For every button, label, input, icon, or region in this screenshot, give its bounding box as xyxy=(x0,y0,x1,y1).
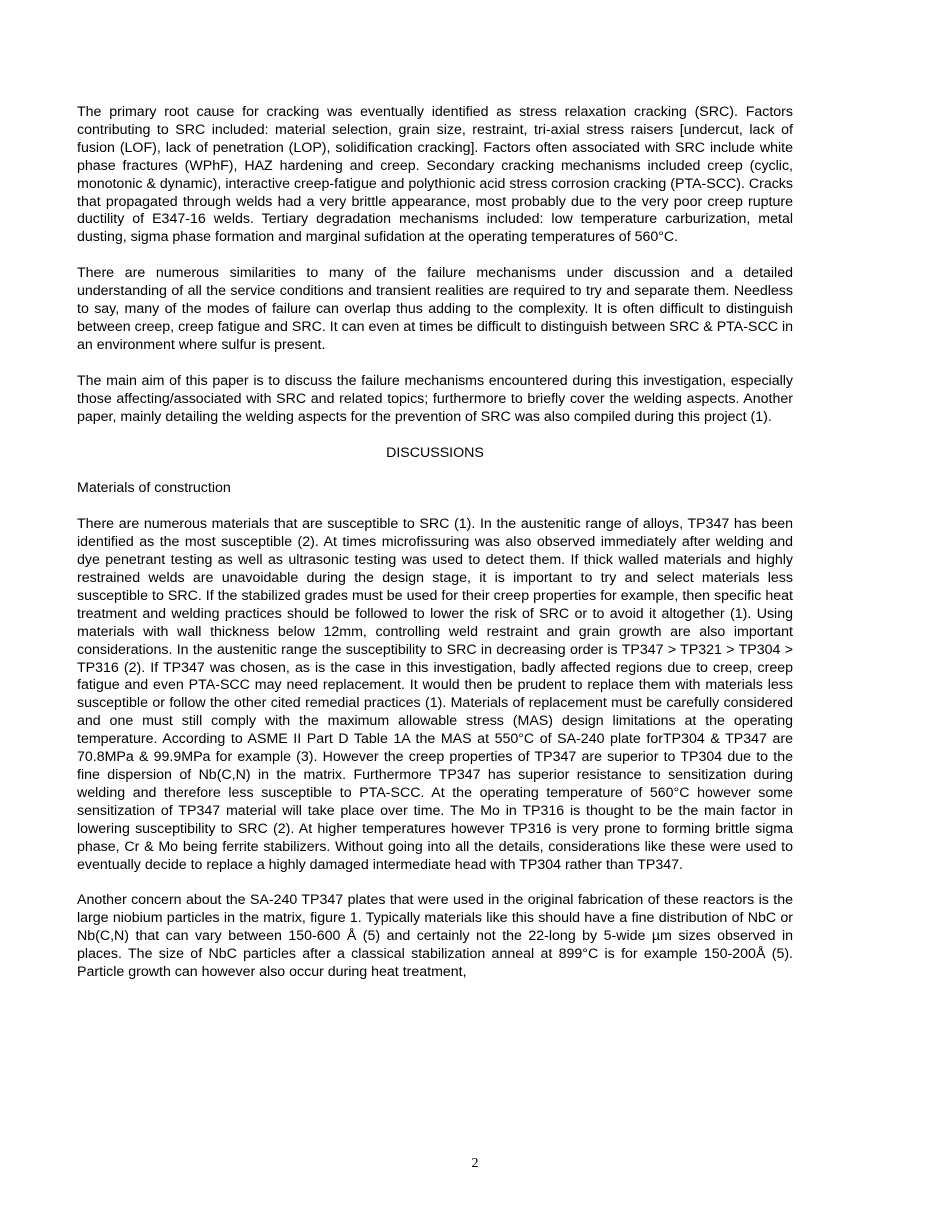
page-number: 2 xyxy=(471,1156,479,1171)
section-heading-discussions: DISCUSSIONS xyxy=(386,444,484,461)
paragraph-niobium-concern: Another concern about the SA-240 TP347 plates that were used in the original fabrication of these reactors is the large niobium particles in the matrix, figure 1. Typically materials like this should have a fine distribution of NbC or Nb(C,N) that can vary between 150-600 Å (5) and certainly not the 22-long by 5-wide µm sizes observed in places. The size of NbC particles after a classical stabilization anneal at 899°C is for example 150-200Å (5). Particle growth can however also occur during heat treatment, xyxy=(77,892,793,981)
paragraph-root-cause: The primary root cause for cracking was eventually identified as stress relaxation cracking (SRC). Factors contributing to SRC included: material selection, grain size, restraint, tri-axial stress raisers [undercut, lack of fusion (LOF), lack of penetration (LOP), solidification cracking]. Factors often associated with SRC include white phase fractures (WPhF), HAZ hardening and creep. Secondary cracking mechanisms included creep (cyclic, monotonic & dynamic), interactive creep-fatigue and polythionic acid stress corrosion cracking (PTA-SCC). Cracks that propagated through welds had a very brittle appearance, most probably due to the very poor creep rupture ductility of E347-16 welds. Tertiary degradation mechanisms included: low temperature carburization, metal dusting, sigma phase formation and marginal sufidation at the operating temperatures of 560°C. xyxy=(77,104,793,246)
subsection-heading-materials: Materials of construction xyxy=(77,480,231,497)
document-body xyxy=(77,104,793,1000)
paragraph-main-aim: The main aim of this paper is to discuss the failure mechanisms encountered during this investigation, especially those affecting/associated with SRC and related topics; furthermore to briefly cover the welding aspects. Another paper, mainly detailing the welding aspects for the prevention of SRC was also compiled during this project (1). xyxy=(77,372,793,425)
paragraph-similarities: There are numerous similarities to many of the failure mechanisms under discussion and a detailed understanding of all the service conditions and transient realities are required to try and separate them. Needless to say, many of the modes of failure can overlap thus adding to the complexity. It is often difficult to distinguish between creep, creep fatigue and SRC. It can even at times be difficult to distinguish between SRC & PTA-SCC in an environment where sulfur is present. xyxy=(77,265,793,353)
paragraph-materials-susceptible: There are numerous materials that are susceptible to SRC (1). In the austenitic range of alloys, TP347 has been identified as the most susceptible (2). At times microfissuring was also observed immediately after welding and dye penetrant testing as well as ultrasonic testing was used to detect them. If thick walled materials and highly restrained welds are unavoidable during the design stage, it is important to try and select materials less susceptible to SRC. If the stabilized grades must be used for their creep properties for example, then specific heat treatment and welding practices should be followed to lower the risk of SRC or to avoid it altogether (1). Using materials with wall thickness below 12mm, controlling weld restraint and grain growth are also important considerations. In the austenitic range the susceptibility to SRC in decreasing order is TP347 > TP321 > TP304 > TP316 (2). If TP347 was chosen, as is the case in this investigation, badly affected regions due to creep, creep fatigue and even PTA-SCC may need replacement. It would then be prudent to replace them with materials less susceptible or follow the other cited remedial practices (1). Materials of replacement must be carefully considered and one must still comply with the maximum allowable stress (MAS) design limitations at the operating temperature. According to ASME II Part D Table 1A the MAS at 550°C of SA-240 plate forTP304 & TP347 are 70.8MPa & 99.9MPa for example (3). However the creep properties of TP347 are superior to TP304 due to the fine dispersion of Nb(C,N) in the matrix. Furthermore TP347 has superior resistance to sensitization during welding and therefore less susceptible to PTA-SCC. At the operating temperature of 560°C however some sensitization of TP347 material will take place over time. The Mo in TP316 is thought to be the main factor in lowering susceptibility to SRC (2). At higher temperatures however TP316 is very prone to forming brittle sigma phase, Cr & Mo being ferrite stabilizers. Without going into all the details, considerations like these were used to eventually decide to replace a highly damaged intermediate head with TP304 rather than TP347. xyxy=(77,516,793,873)
